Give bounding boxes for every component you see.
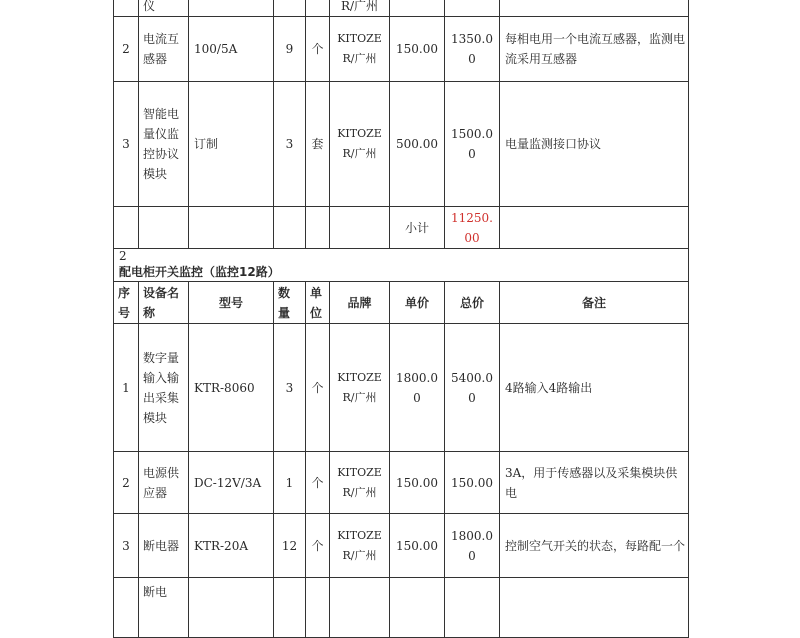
cell-brand: KITOZER/广州 [330,324,390,452]
cell-model: KTR-20A [189,514,274,578]
cell-no: 2 [114,17,139,82]
cell-note: 4路输入4路输出 [500,324,689,452]
cell-brand: KITOZER/广州 [330,82,390,207]
subtotal-value: 11250.00 [445,207,500,249]
cell-name: 断电 [139,578,189,638]
section-number: 2 [119,249,127,263]
table-row [114,514,689,578]
cell-brand: KITOZER/广州 [330,514,390,578]
cell-qty: 12 [274,514,306,578]
section-header-row [114,249,689,282]
cell-total: 1500.00 [445,82,500,207]
cell-name: 仪 [139,0,189,17]
cell-price: 500.00 [390,82,445,207]
cell-name: 电源供应器 [139,452,189,514]
table-row [114,324,689,452]
table-header-row [114,282,689,324]
table-row [114,578,689,638]
header-qty: 数量 [274,282,306,324]
cell-qty: 3 [274,324,306,452]
cell-note: 控制空气开关的状态，每路配一个 [500,514,689,578]
cell-price: 150.00 [390,514,445,578]
equipment-table [113,0,689,638]
cell-qty: 9 [274,17,306,82]
cell-brand: KITOZER/广州 [330,452,390,514]
cell-unit: 个 [306,452,330,514]
header-no: 序号 [114,282,139,324]
cell-total: 1350.00 [445,17,500,82]
table-row [114,17,689,82]
cell-no: 1 [114,324,139,452]
header-note: 备注 [500,282,689,324]
cell-total: 150.00 [445,452,500,514]
cell-total: 5400.00 [445,324,500,452]
cell-price: 150.00 [390,17,445,82]
cell-name: 数字量输入输出采集模块 [139,324,189,452]
cell-unit: 套 [306,82,330,207]
header-total: 总价 [445,282,500,324]
cell-no: 2 [114,452,139,514]
table-row [114,0,689,17]
table-row [114,452,689,514]
header-unit: 单位 [306,282,330,324]
cell-total: 1800.00 [445,514,500,578]
cell-price: 150.00 [390,452,445,514]
cell-price: 1800.00 [390,324,445,452]
cell-unit: 个 [306,324,330,452]
section-title: 配电柜开关监控（监控12路） [119,265,280,279]
subtotal-label: 小计 [390,207,445,249]
cell-qty: 3 [274,82,306,207]
cell-model: KTR-8060 [189,324,274,452]
cell-brand: KITOZER/广州 [330,17,390,82]
table-row [114,82,689,207]
cell-model: 100/5A [189,17,274,82]
header-brand: 品牌 [330,282,390,324]
header-name: 设备名称 [139,282,189,324]
cell-no: 3 [114,82,139,207]
cell-unit: 个 [306,514,330,578]
cell-note: 每相电用一个电流互感器，监测电流采用互感器 [500,17,689,82]
cell-qty: 1 [274,452,306,514]
cell-name: 断电器 [139,514,189,578]
header-model: 型号 [189,282,274,324]
cell-unit: 个 [306,17,330,82]
cell-name: 智能电量仪监控协议模块 [139,82,189,207]
header-price: 单价 [390,282,445,324]
cell-name: 电流互感器 [139,17,189,82]
subtotal-row [114,207,689,249]
cell-brand: R/广州 [330,0,390,17]
cell-model: 订制 [189,82,274,207]
cell-note: 电量监测接口协议 [500,82,689,207]
cell-note: 3A，用于传感器以及采集模块供电 [500,452,689,514]
cell-no: 3 [114,514,139,578]
cell-model: DC-12V/3A [189,452,274,514]
